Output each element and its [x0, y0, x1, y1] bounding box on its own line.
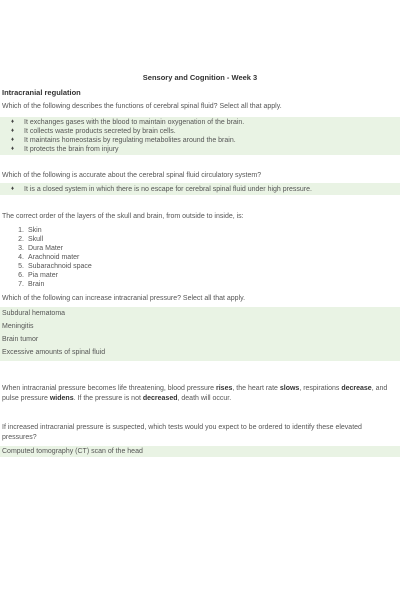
ordered-list-3 [12, 226, 92, 289]
bold-term: rises [216, 385, 233, 392]
question-6: If increased intracranial pressure is suspected, which tests would you expect to be ordered to identify these elevated pressures? [2, 424, 362, 441]
list-item: ♦ It maintains homeostasis by regulating metabolites around the brain. [11, 137, 236, 144]
list-item: Computed tomography (CT) scan of the head [2, 448, 143, 455]
list-item: Meningitis [2, 323, 34, 330]
diamond-bullet-icon: ♦ [11, 186, 15, 192]
list-item: Subdural hematoma [2, 310, 66, 317]
question-2: Which of the following is accurate about the cerebral spinal fluid circulatory system? [2, 172, 262, 179]
list-item: Brain tumor [2, 336, 39, 343]
document-title: Sensory and Cognition - Week 3 [142, 73, 258, 82]
list-item: Excessive amounts of spinal fluid [2, 349, 106, 356]
diamond-bullet-icon: ♦ [11, 137, 15, 143]
list-item: ♦ It collects waste products secreted by brain cells. [11, 128, 176, 135]
list-item: 3. Dura Mater [18, 245, 64, 252]
list-item: ♦ It exchanges gases with the blood to maintain oxygenation of the brain. [11, 119, 245, 126]
answer-list-2 [0, 185, 400, 194]
list-item: 4. Arachnoid mater [18, 254, 80, 261]
bold-term: slows [279, 385, 300, 392]
diamond-bullet-icon: ♦ [11, 119, 15, 125]
bold-term: widens [49, 395, 74, 402]
question-3: The correct order of the layers of the skull and brain, from outside to inside, is: [2, 213, 244, 220]
list-item: 6. Pia mater [18, 272, 58, 279]
question-4: Which of the following can increase intracranial pressure? Select all that apply. [2, 295, 246, 302]
list-item: 2. Skull [18, 236, 44, 243]
question-1: Which of the following describes the functions of cerebral spinal fluid? Select all that apply. [2, 103, 282, 110]
answer-list-1 [0, 118, 400, 154]
list-item: ♦ It protects the brain from injury [11, 146, 119, 153]
list-item: 5. Subarachnoid space [18, 263, 92, 270]
diamond-bullet-icon: ♦ [11, 128, 15, 134]
answer-list-4 [0, 307, 400, 359]
diamond-bullet-icon: ♦ [11, 146, 15, 152]
bold-term: decrease [341, 385, 372, 392]
section-heading: Intracranial regulation [2, 88, 81, 97]
list-item: 7. Brain [18, 281, 45, 288]
list-item: ♦ It is a closed system in which there is no escape for cerebral spinal fluid under high pressure. [11, 186, 312, 193]
list-item: 1. Skin [18, 227, 42, 234]
icp-paragraph: When intracranial pressure becomes life threatening, blood pressure rises, the heart rate slows, respirations decrease, and pulse pressure widens. If the pressure is not decreased, death will occur. [2, 385, 388, 402]
answer-6 [0, 445, 400, 458]
bold-term: decreased [142, 395, 178, 402]
